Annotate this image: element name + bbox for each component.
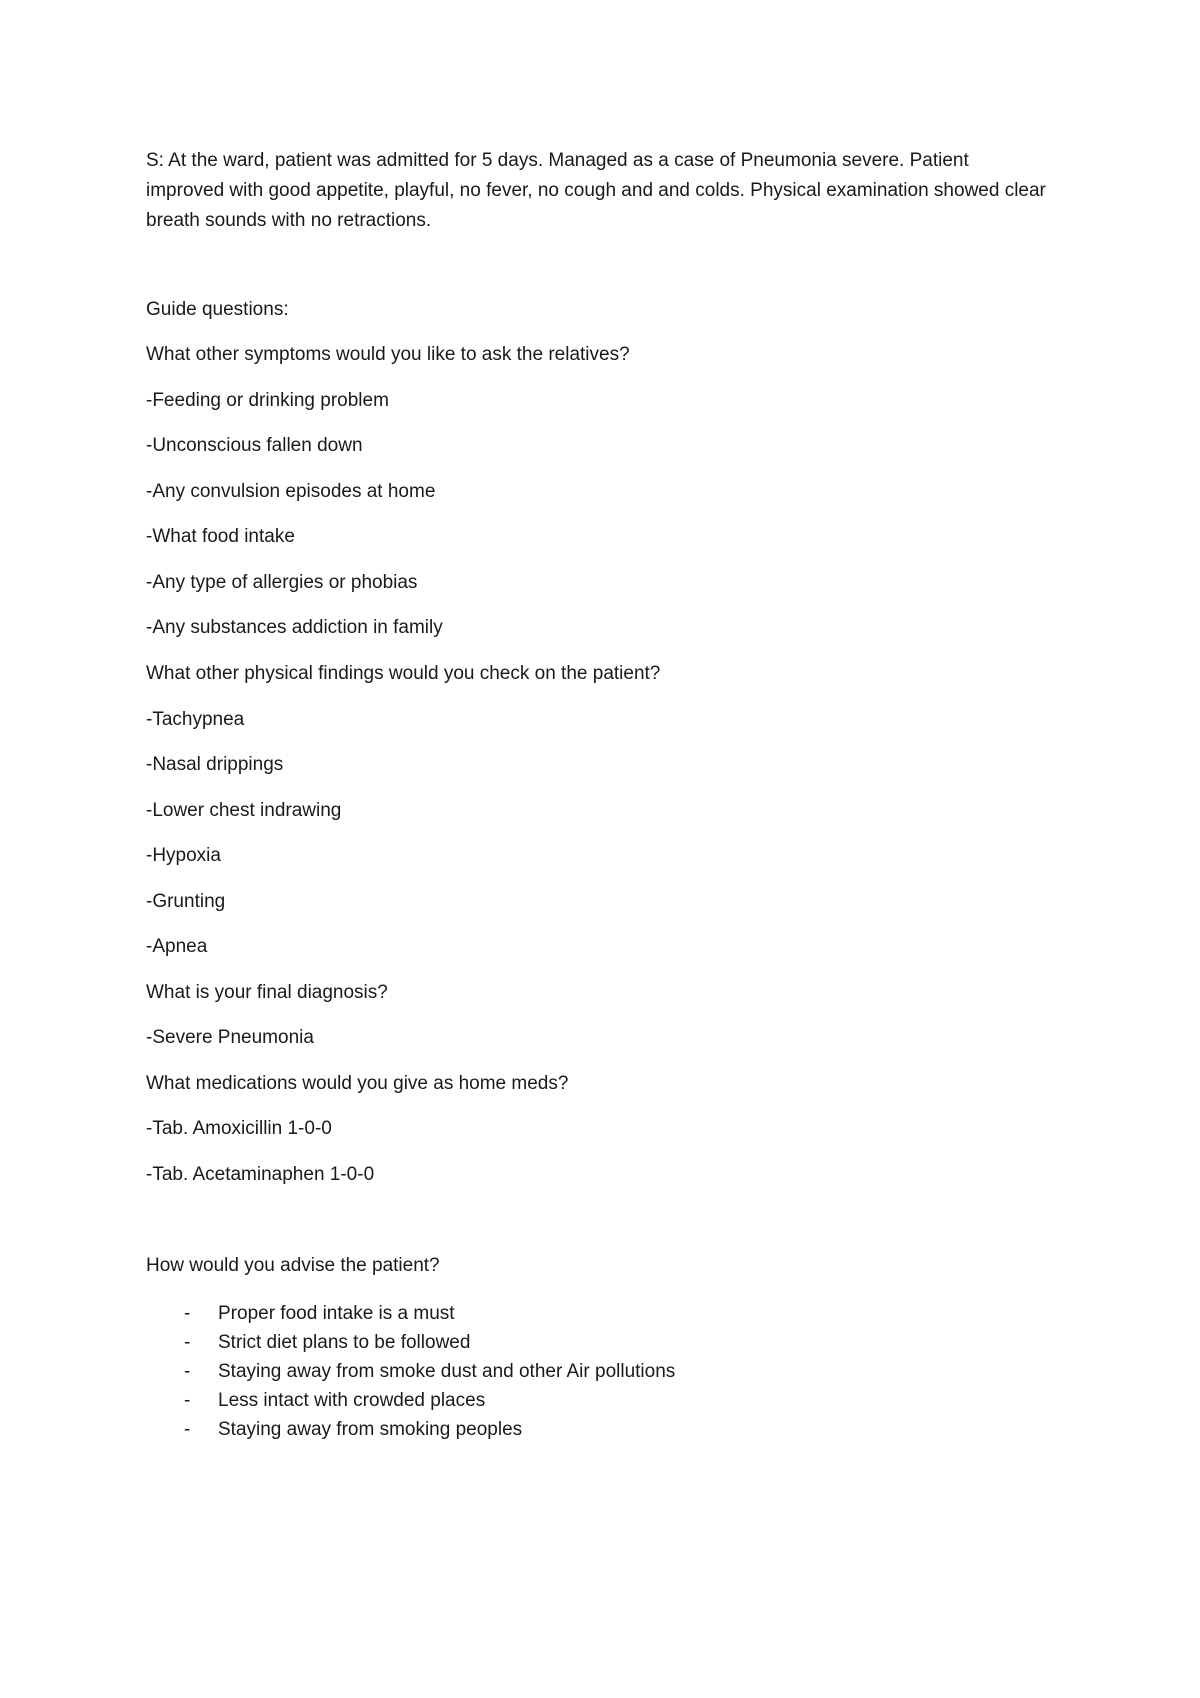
bullet-dash: - (184, 1419, 191, 1440)
answer-line: -Tab. Acetaminaphen 1-0-0 (146, 1164, 375, 1185)
answer-line: -Feeding or drinking problem (146, 390, 389, 411)
answer-line: -What food intake (146, 526, 295, 547)
answer-line: -Nasal drippings (146, 754, 284, 775)
list-item-text: Proper food intake is a must (218, 1303, 455, 1324)
question-medications: What medications would you give as home meds? (146, 1073, 569, 1094)
answer-line: -Lower chest indrawing (146, 800, 342, 821)
list-item-text: Less intact with crowded places (218, 1390, 486, 1411)
list-item-text: Strict diet plans to be followed (218, 1332, 471, 1353)
list-item (146, 1331, 675, 1360)
guide-heading: Guide questions: (146, 299, 289, 320)
list-item (146, 1418, 675, 1447)
list-item-text: Staying away from smoking peoples (218, 1419, 523, 1440)
answer-line: -Hypoxia (146, 845, 221, 866)
bullet-dash: - (184, 1361, 191, 1382)
question-advice: How would you advise the patient? (146, 1255, 440, 1276)
bullet-dash: - (184, 1332, 191, 1353)
list-item (146, 1360, 675, 1389)
advice-list (146, 1302, 675, 1447)
bullet-dash: - (184, 1303, 191, 1324)
question-symptoms: What other symptoms would you like to ask the relatives? (146, 344, 630, 365)
answer-line: -Tab. Amoxicillin 1-0-0 (146, 1118, 332, 1139)
list-item (146, 1302, 675, 1331)
answer-line: -Severe Pneumonia (146, 1027, 314, 1048)
answer-line: -Apnea (146, 936, 208, 957)
question-physical-findings: What other physical findings would you check on the patient? (146, 663, 661, 684)
summary-paragraph: S: At the ward, patient was admitted for 5 days. Managed as a case of Pneumonia severe. Patient improved with good appetite, playful, no fever, no cough and and colds. Physical examination showed clear breath sounds with no retractions. (146, 150, 1046, 231)
list-item (146, 1389, 675, 1418)
question-diagnosis: What is your final diagnosis? (146, 982, 388, 1003)
answer-line: -Tachypnea (146, 709, 245, 730)
answer-line: -Any convulsion episodes at home (146, 481, 436, 502)
answer-line: -Any substances addiction in family (146, 617, 443, 638)
answer-line: -Unconscious fallen down (146, 435, 363, 456)
list-item-text: Staying away from smoke dust and other Air pollutions (218, 1361, 676, 1382)
bullet-dash: - (184, 1390, 191, 1411)
answer-line: -Any type of allergies or phobias (146, 572, 418, 593)
answer-line: -Grunting (146, 891, 226, 912)
